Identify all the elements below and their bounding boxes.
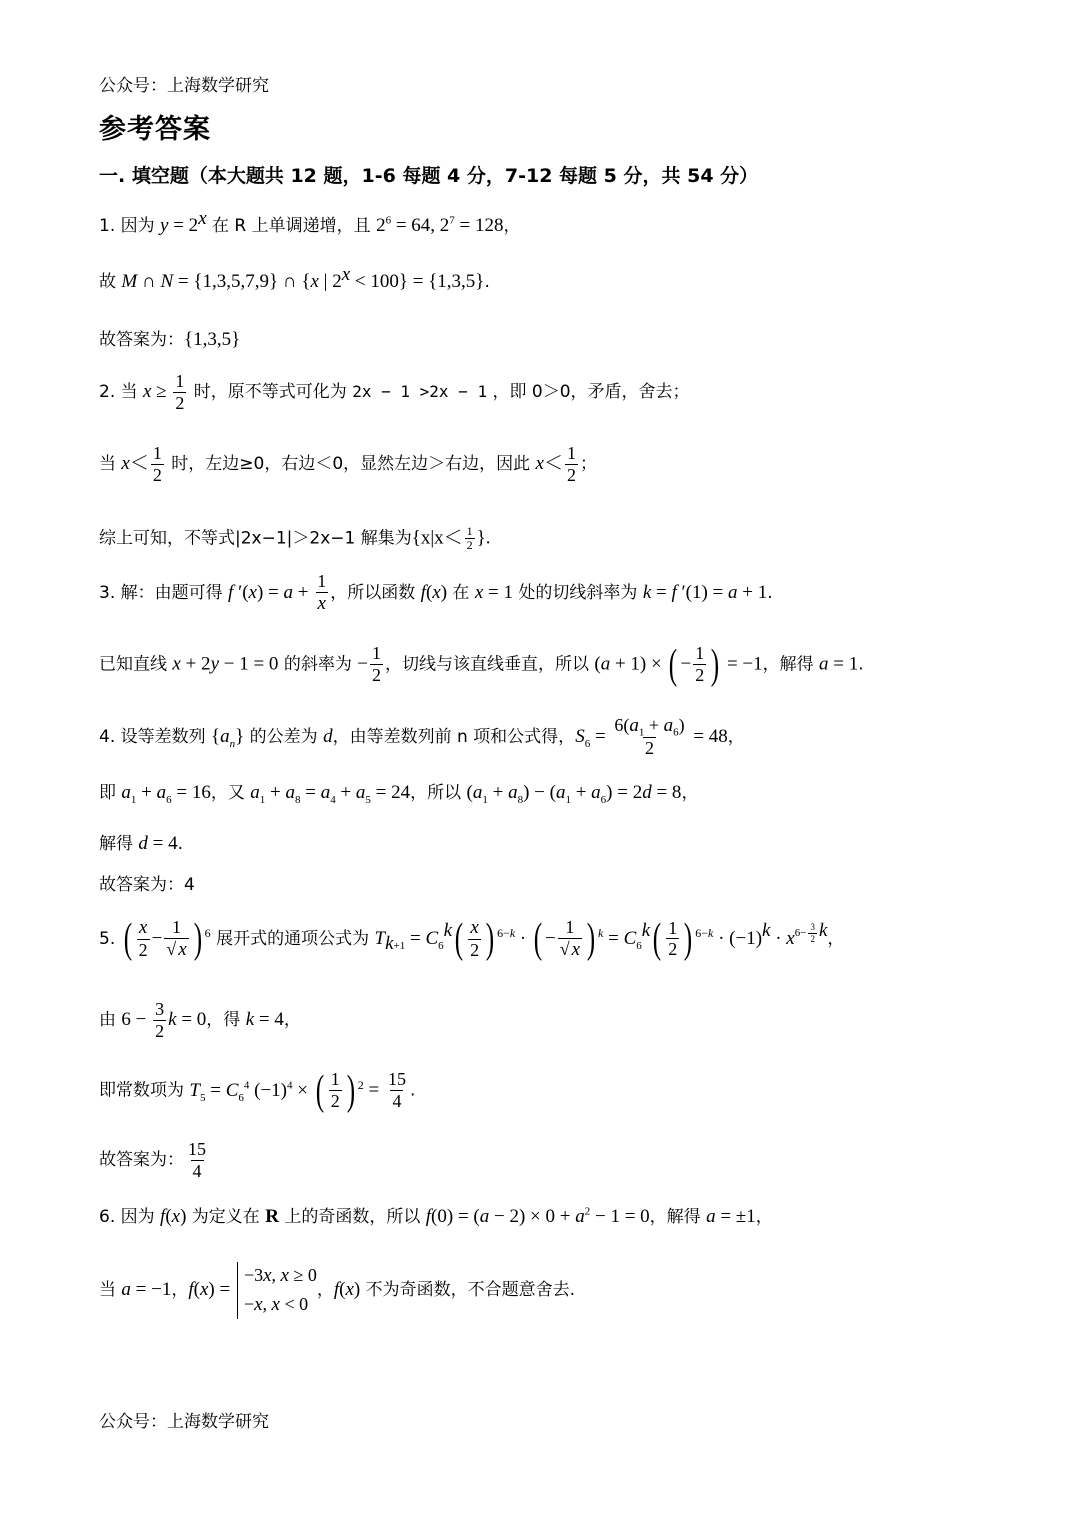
q4-line-1: 4. 设等差数列 $\{a_n\}$ 的公差为 d，由等差数列前 n 项和公式得，$S_6$ = $\frac{6(a_1 + a_6)}{2}$ = 48， [99,715,745,758]
q2-line-1: 2. 当 x ≥ $\frac{1}{2}$ 时，原不等式可化为 2x − 1 >2x − 1 ，即 0＞0，矛盾，舍去； [99,371,690,413]
q3-line-1: 3. 解：由题可得 f ′(x) = a + $\frac{1}{x}$ ，所以函数 f(x) 在 x = 1 处的切线斜率为 k = f ′(1) = a + 1. [99,571,773,614]
section-heading: 一. 填空题（本大题共 12 题，1-6 每题 4 分，7-12 每题 5 分，共 54 分） [99,165,759,187]
footer-source: 公众号：上海数学研究 [99,1412,269,1432]
q4-line-2: 即 $a_1 + a_6 = 16$，又 $a_1 + a_8 = a_4 + a_5 = 24$，所以 $(a_1 + a_8) - (a_1 + a_6) = 2d = 8$， [99,782,699,806]
q4-answer: 故答案为：4 [99,875,195,895]
q5-answer: 故答案为： $\frac{15}{4}$ [99,1139,206,1181]
q1-answer: 故答案为：{1,3,5} [99,329,241,350]
header-source: 公众号：上海数学研究 [99,76,269,96]
q1-line-2: 故 M ∩ N = {1,3,5,7,9} ∩ {x | $2^x < 100\} = \{1,3,5\}$. [99,263,490,292]
q2-line-3: 综上可知，不等式|2x−1|＞2x−1 解集为{x|x＜ $\frac{1}{2}$ }. [99,524,491,553]
q6-line-2: 当 a = −1，f(x) = −3x, x ≥ 0 −x, x < 0，f(x) 不为奇函数，不合题意舍去. [99,1262,575,1319]
page-title: 参考答案 [99,114,211,145]
q5-line-1: 5. ( $\frac{x}{2}$ − $\frac{1}{√ x}$ ) $^6$ 展开式的通项公式为 $T_{k+1} = C_6^k$( $\frac{x}{2}$ ) $^{6-k}$ · ( − $\frac{1}{√ x}$ ) $^k = C_6^k$( $\frac{1}{2}$ ) $^{6-k} \cdot (-1)^k \cdot x^{6- \frac{3}{2} k}$， [99,916,845,963]
q5-line-3: 即常数项为 $T_5 = C_6^4$ $(-1)^4$ × ( $\frac{1}{2}$ ) $^2$ = $\frac{15}{4}$ . [99,1068,416,1114]
q6-line-1: 6. 因为 f(x) 为定义在 R 上的奇函数，所以 $f(0) = (a - 2) \times 0 + a^2 - 1 = 0$，解得 a = ±1， [99,1205,773,1227]
q2-line-2: 当 x＜ $\frac{1}{2}$ 时，左边≥0，右边＜0，显然左边＞右边，因此 x＜ $\frac{1}{2}$ ； [99,443,597,485]
q1-line-1: 1. 因为 $y = 2^x$ 在 R 上单调递增，且 $2^6 = 64$, $2^7 = 128$， [99,207,521,236]
q3-line-2: 已知直线 x + 2y − 1 = 0 的斜率为 − $\frac{1}{2}$ ，切线与该直线垂直，所以 (a + 1) × ( − $\frac{1}{2}$ ) = −1，解得 a = 1. [99,642,864,688]
q4-line-3: 解得 d = 4. [99,833,184,854]
q5-line-2: 由 6 − $\frac{3}{2}$ k = 0，得 k = 4， [99,999,301,1041]
